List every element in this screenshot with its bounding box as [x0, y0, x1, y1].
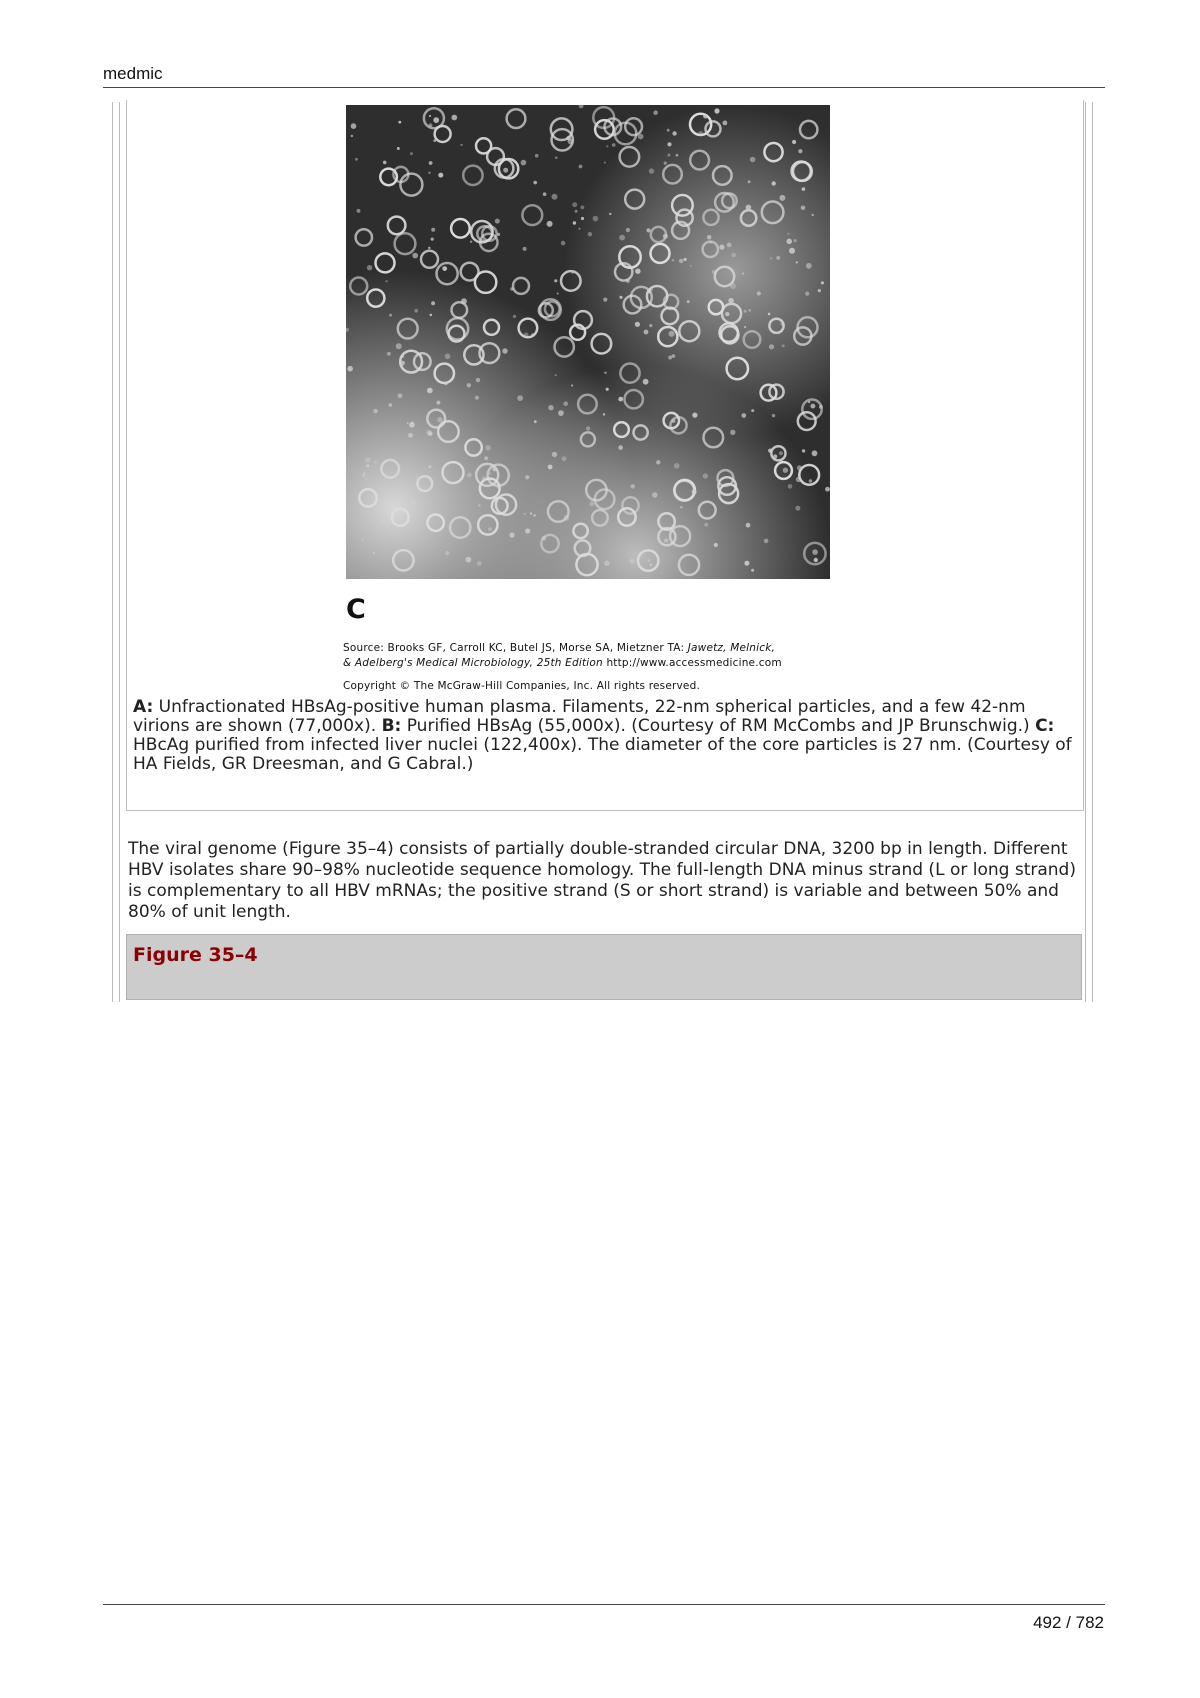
caption-label-b: B: — [381, 716, 402, 736]
source-authors: Source: Brooks GF, Carroll KC, Butel JS, Morse SA, Mietzner TA: — [343, 642, 688, 654]
figure-source-line-2 — [343, 657, 782, 669]
figure-copyright: Copyright © The McGraw-Hill Companies, Inc. All rights reserved. — [343, 680, 700, 692]
caption-label-c: C: — [1035, 716, 1055, 736]
figure-source-line-1 — [343, 642, 775, 654]
caption-label-a: A: — [133, 697, 154, 717]
figure-caption — [133, 698, 1078, 774]
source-url: http://www.accessmedicine.com — [602, 657, 782, 669]
caption-text-a: Unfractionated HBsAg-positive human plasma. Filaments, 22-nm spherical particles, and a few 42-nm virions are shown (77,000x). — [133, 697, 1026, 736]
panel-letter: C — [346, 594, 366, 625]
frame-border-left — [112, 102, 120, 1002]
source-book-title-cont: & Adelberg's Medical Microbiology, 25th Edition — [343, 657, 603, 669]
running-header: medmic — [103, 64, 163, 83]
caption-text-b: Purified HBsAg (55,000x). (Courtesy of RM McCombs and JP Brunschwig.) — [401, 716, 1036, 736]
caption-text-c: HBcAg purified from infected liver nuclei (122,400x). The diameter of the core particles is 27 nm. (Courtesy of HA Fields, GR Dreesman, and G Cabral.) — [133, 735, 1072, 774]
body-paragraph: The viral genome (Figure 35–4) consists of partially double-stranded circular DNA, 3200 bp in length. Different HBV isolates share 90–98% nucleotide sequence homology. The full-length DNA minus strand (L or long strand) is complementary to all HBV mRNAs; the positive strand (S or short strand) is variable and between 50% and 80% of unit length. — [128, 839, 1076, 922]
frame-border-right — [1085, 102, 1093, 1002]
source-book-title: Jawetz, Melnick, — [687, 642, 776, 654]
header-rule — [103, 87, 1105, 88]
electron-micrograph — [346, 105, 830, 579]
page-number: 492 / 782 — [1033, 1613, 1104, 1632]
figure-35-4-title: Figure 35–4 — [133, 944, 258, 966]
footer-rule — [103, 1604, 1105, 1605]
figure-35-4-header — [126, 934, 1082, 1000]
